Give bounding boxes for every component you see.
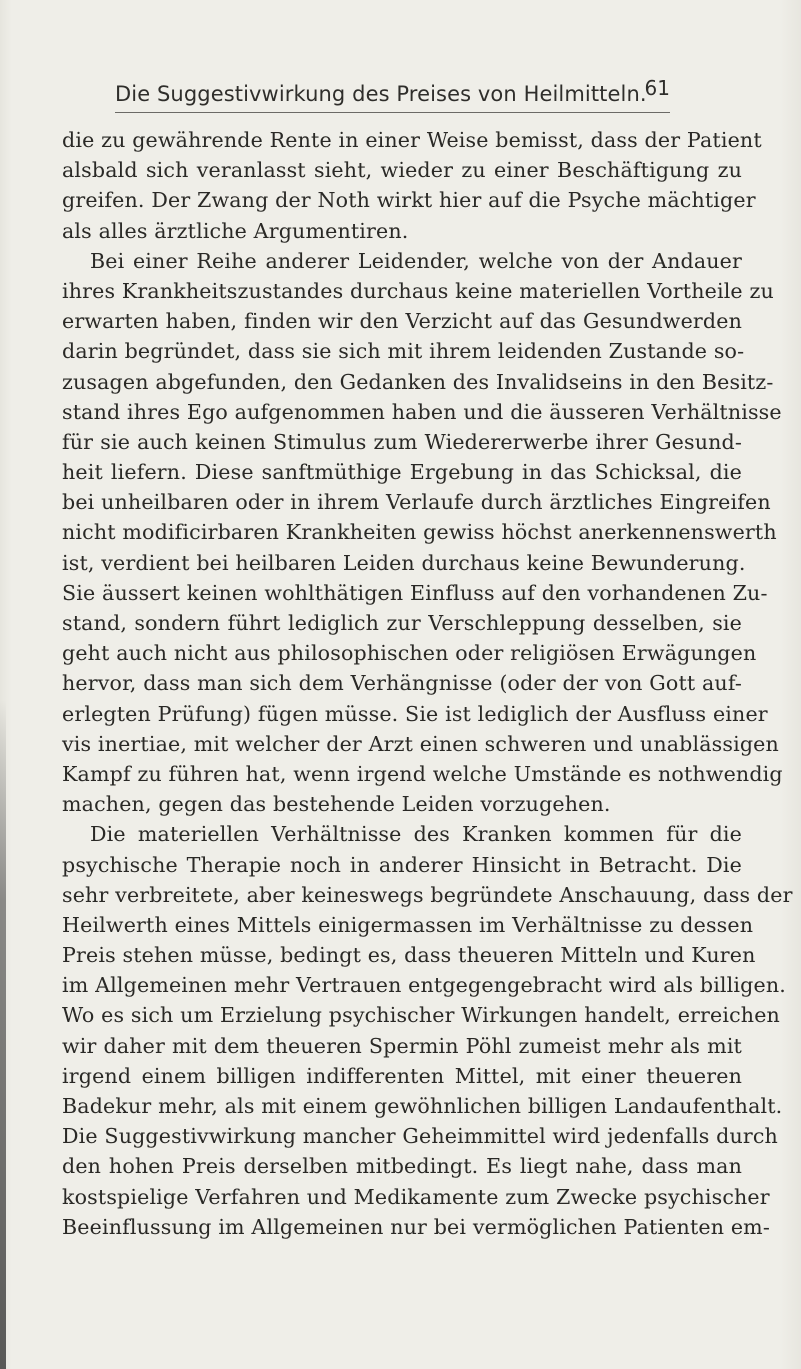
text-line: bei unheilbaren oder in ihrem Verlaufe durch ärztliches Eingreifen: [62, 490, 771, 515]
text-line: erlegten Prüfung) fügen müsse. Sie ist lediglich der Ausfluss einer: [62, 701, 768, 726]
text-line: Kampf zu führen hat, wenn irgend welche Umstände es nothwendig: [62, 761, 783, 786]
text-line: ihres Krankheitszustandes durchaus keine materiellen Vortheile zu: [62, 278, 774, 303]
text-line: vis inertiae, mit welcher der Arzt einen schweren und unablässigen: [62, 731, 779, 756]
text-line: wir daher mit dem theueren Spermin Pöhl zumeist mehr als mit: [62, 1033, 742, 1058]
text-line: Die Suggestivwirkung mancher Geheimmittel wird jedenfalls durch: [62, 1124, 778, 1149]
text-line: Bei einer Reihe anderer Leidender, welche von der Andauer: [90, 248, 742, 273]
text-line: sehr verbreitete, aber keineswegs begründete Anschauung, dass der: [62, 882, 793, 907]
text-line: heit liefern. Diese sanftmüthige Ergebung in das Schicksal, die: [62, 460, 742, 485]
text-line: geht auch nicht aus philosophischen oder religiösen Erwägungen: [62, 641, 757, 666]
text-line: kostspielige Verfahren und Medikamente zum Zwecke psychischer: [62, 1184, 770, 1209]
text-line: psychische Therapie noch in anderer Hinsicht in Betracht. Die: [62, 852, 742, 877]
text-line: greifen. Der Zwang der Noth wirkt hier auf die Psyche mächtiger: [62, 188, 756, 213]
text-line: stand, sondern führt lediglich zur Verschleppung desselben, sie: [62, 611, 742, 635]
page-number: 61: [644, 76, 670, 100]
text-line: alsbald sich veranlasst sieht, wieder zu einer Beschäftigung zu: [62, 158, 742, 183]
text-line: erwarten haben, finden wir den Verzicht auf das Gesundwerden: [62, 309, 742, 334]
text-line: Heilwerth eines Mittels einigermassen im Verhältnisse zu dessen: [62, 912, 754, 937]
page-header: [115, 76, 670, 112]
text-line: Sie äussert keinen wohlthätigen Einfluss auf den vorhandenen Zu-: [62, 580, 768, 605]
text-line: hervor, dass man sich dem Verhängnisse (oder der von Gott auf-: [62, 671, 742, 696]
running-title: Die Suggestivwirkung des Preises von Heilmitteln.: [115, 82, 647, 106]
text-line: Preis stehen müsse, bedingt es, dass theueren Mitteln und Kuren: [62, 943, 756, 968]
text-line: darin begründet, dass sie sich mit ihrem leidenden Zustande so-: [62, 339, 745, 364]
header-rule: [115, 112, 670, 113]
body-text: [62, 125, 793, 1242]
page-edge-shadow: [0, 700, 6, 1369]
text-line: nicht modificirbaren Krankheiten gewiss höchst anerkennenswerth: [62, 520, 777, 545]
text-line: machen, gegen das bestehende Leiden vorzugehen.: [62, 792, 611, 817]
text-line: im Allgemeinen mehr Vertrauen entgegengebracht wird als billigen.: [62, 973, 786, 998]
text-line: stand ihres Ego aufgenommen haben und die äusseren Verhältnisse: [62, 399, 782, 424]
text-line: irgend einem billigen indifferenten Mittel, mit einer theueren: [62, 1063, 742, 1088]
text-line: für sie auch keinen Stimulus zum Wiedererwerbe ihrer Gesund-: [62, 429, 742, 454]
text-line: Wo es sich um Erzielung psychischer Wirkungen handelt, erreichen: [62, 1003, 780, 1028]
text-line: ist, verdient bei heilbaren Leiden durchaus keine Bewunderung.: [62, 550, 746, 575]
text-line: Beeinflussung im Allgemeinen nur bei vermöglichen Patienten em-: [62, 1214, 770, 1239]
text-line: als alles ärztliche Argumentiren.: [62, 218, 409, 243]
text-line: zusagen abgefunden, den Gedanken des Invalidseins in den Besitz-: [62, 369, 774, 394]
text-line: Badekur mehr, als mit einem gewöhnlichen billigen Landaufenthalt.: [62, 1094, 783, 1118]
text-line: den hohen Preis derselben mitbedingt. Es liegt nahe, dass man: [62, 1154, 742, 1179]
text-line: die zu gewährende Rente in einer Weise bemisst, dass der Patient: [62, 128, 762, 152]
text-line: Die materiellen Verhältnisse des Kranken kommen für die: [90, 822, 742, 847]
